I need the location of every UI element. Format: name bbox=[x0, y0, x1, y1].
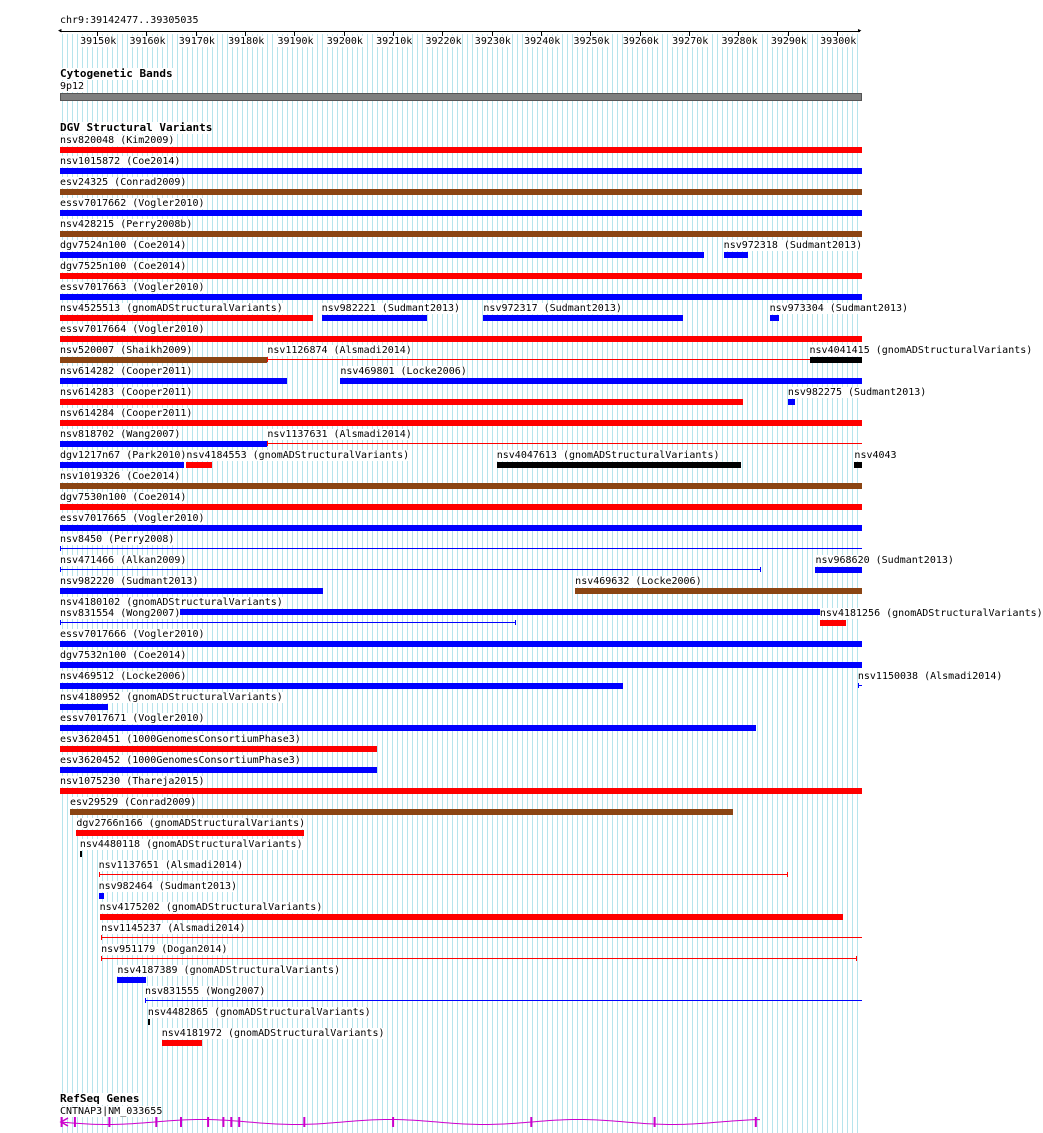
grid-line bbox=[812, 34, 813, 1133]
ruler-tick-label: 39300k bbox=[820, 36, 857, 47]
variant-label[interactable]: nsv972318 (Sudmant2013) bbox=[723, 240, 863, 251]
variant-label[interactable]: nsv614282 (Cooper2011) bbox=[60, 366, 193, 377]
variant-label[interactable]: nsv4480118 (gnomADStructuralVariants) bbox=[79, 838, 303, 850]
grid-line bbox=[387, 34, 388, 1133]
grid-line bbox=[422, 34, 423, 1133]
grid-line bbox=[467, 34, 468, 1133]
grid-line bbox=[547, 34, 548, 1133]
grid-line bbox=[802, 34, 803, 1133]
grid-line bbox=[567, 34, 568, 1133]
ruler-right-arrow-icon: ▸ bbox=[857, 26, 863, 36]
variant-bar[interactable] bbox=[60, 725, 756, 731]
variant-label[interactable]: nsv1015872 (Coe2014) bbox=[60, 156, 181, 167]
grid-line bbox=[507, 34, 508, 1133]
gene-exon bbox=[238, 1117, 240, 1127]
variant-bar[interactable] bbox=[186, 462, 211, 468]
grid-line bbox=[537, 34, 538, 1133]
grid-line bbox=[427, 34, 428, 1133]
variant-bar[interactable] bbox=[483, 315, 683, 321]
grid-line bbox=[372, 34, 373, 1133]
grid-line bbox=[472, 34, 473, 1133]
variant-label[interactable]: nsv614283 (Cooper2011) bbox=[60, 387, 193, 398]
variant-end-cap bbox=[787, 872, 788, 877]
grid-line bbox=[377, 34, 378, 1133]
variant-label[interactable]: nsv4047613 (gnomADStructuralVariants) bbox=[496, 450, 720, 461]
grid-line bbox=[497, 34, 498, 1133]
refseq-track-title[interactable]: RefSeq Genes bbox=[60, 1092, 140, 1105]
grid-line bbox=[782, 34, 783, 1133]
grid-line bbox=[837, 34, 838, 1133]
variant-label[interactable]: nsv982221 (Sudmant2013) bbox=[321, 303, 461, 314]
ruler-left-arrow-icon: ◂ bbox=[57, 26, 63, 36]
cytobands-track-title[interactable]: Cytogenetic Bands bbox=[60, 67, 173, 80]
variant-line[interactable] bbox=[145, 1000, 862, 1001]
ruler-tick-label: 39250k bbox=[573, 36, 610, 47]
variant-bar[interactable] bbox=[820, 620, 846, 626]
variant-bar[interactable] bbox=[162, 1040, 202, 1046]
variant-bar[interactable] bbox=[724, 252, 749, 258]
variant-bar[interactable] bbox=[788, 399, 795, 405]
grid-line bbox=[722, 34, 723, 1133]
variant-label[interactable]: dgv2766n166 (gnomADStructuralVariants) bbox=[76, 817, 306, 829]
variant-bar[interactable] bbox=[148, 1019, 150, 1025]
variant-bar[interactable] bbox=[60, 441, 267, 447]
grid-line bbox=[442, 34, 443, 1133]
variant-end-cap bbox=[145, 998, 146, 1003]
variant-bar[interactable] bbox=[60, 704, 108, 710]
cytoband-label: 9p12 bbox=[60, 81, 85, 92]
grid-line bbox=[787, 34, 788, 1133]
grid-line bbox=[477, 34, 478, 1133]
variant-label[interactable]: nsv972317 (Sudmant2013) bbox=[483, 303, 622, 314]
variant-end-cap bbox=[60, 567, 61, 572]
grid-line bbox=[832, 34, 833, 1133]
grid-line bbox=[557, 34, 558, 1133]
grid-line bbox=[342, 34, 343, 1133]
variant-label[interactable]: esv24325 (Conrad2009) bbox=[60, 177, 187, 188]
grid-line bbox=[842, 34, 843, 1133]
variant-bar[interactable] bbox=[575, 588, 862, 594]
grid-line bbox=[527, 34, 528, 1133]
variant-label[interactable]: nsv4180102 (gnomADStructuralVariants) bbox=[60, 597, 283, 608]
variant-bar[interactable] bbox=[60, 336, 862, 342]
variant-label[interactable]: nsv1075230 (Thareja2015) bbox=[60, 775, 205, 787]
gene-exon bbox=[222, 1117, 224, 1127]
variant-bar[interactable] bbox=[60, 273, 862, 279]
variant-label[interactable]: nsv4525513 (gnomADStructuralVariants) bbox=[60, 303, 283, 314]
grid-line bbox=[757, 34, 758, 1133]
variant-label[interactable]: dgv7525n100 (Coe2014) bbox=[60, 261, 187, 272]
variant-bar[interactable] bbox=[322, 315, 427, 321]
grid-line bbox=[407, 34, 408, 1133]
ruler-tick-label: 39230k bbox=[474, 36, 511, 47]
ruler-tick-label: 39260k bbox=[622, 36, 659, 47]
variant-label[interactable]: nsv471466 (Alkan2009) bbox=[60, 555, 187, 566]
grid-line bbox=[492, 34, 493, 1133]
variant-end-cap bbox=[760, 567, 761, 572]
variant-bar[interactable] bbox=[70, 809, 733, 815]
variant-label[interactable]: nsv4184553 (gnomADStructuralVariants) bbox=[186, 450, 410, 461]
variant-label[interactable]: nsv982464 (Sudmant2013) bbox=[98, 880, 238, 892]
gene-exon bbox=[108, 1117, 110, 1127]
variant-label[interactable]: nsv818702 (Wang2007) bbox=[60, 429, 181, 440]
grid-line bbox=[417, 34, 418, 1133]
variant-label[interactable]: nsv4181256 (gnomADStructuralVariants) bbox=[819, 607, 1043, 619]
variant-label[interactable]: nsv968620 (Sudmant2013) bbox=[815, 555, 954, 566]
variant-bar[interactable] bbox=[60, 378, 287, 384]
grid-line bbox=[807, 34, 808, 1133]
variant-line[interactable] bbox=[60, 548, 862, 549]
variant-label[interactable]: dgv1217n67 (Park2010) bbox=[60, 450, 187, 461]
variant-label[interactable]: nsv469512 (Locke2006) bbox=[60, 670, 187, 682]
gene-exon bbox=[207, 1117, 209, 1127]
variant-label[interactable]: nsv428215 (Perry2008b) bbox=[60, 219, 193, 230]
variant-bar[interactable] bbox=[60, 231, 862, 237]
cytoband-9p12[interactable] bbox=[60, 93, 862, 101]
grid-line bbox=[562, 34, 563, 1133]
grid-line bbox=[847, 34, 848, 1133]
gene-exon bbox=[530, 1117, 532, 1127]
grid-line bbox=[542, 34, 543, 1133]
grid-line bbox=[717, 34, 718, 1133]
grid-line bbox=[742, 34, 743, 1133]
variant-line[interactable] bbox=[101, 937, 862, 938]
grid-line bbox=[392, 34, 393, 1133]
ruler-tick-label: 39200k bbox=[326, 36, 363, 47]
variant-bar[interactable] bbox=[854, 462, 862, 468]
variant-label[interactable]: nsv469632 (Locke2006) bbox=[575, 576, 702, 587]
variant-bar[interactable] bbox=[99, 893, 104, 899]
variant-line[interactable] bbox=[267, 359, 862, 360]
variant-bar[interactable] bbox=[60, 788, 862, 794]
grid-line bbox=[367, 34, 368, 1133]
variant-line[interactable] bbox=[101, 958, 857, 959]
variant-label[interactable]: dgv7524n100 (Coe2014) bbox=[60, 240, 187, 251]
gene-exon bbox=[74, 1117, 76, 1127]
variant-bar[interactable] bbox=[60, 252, 704, 258]
grid-line bbox=[792, 34, 793, 1133]
variant-label[interactable]: nsv831554 (Wong2007) bbox=[60, 607, 181, 619]
grid-line bbox=[827, 34, 828, 1133]
variant-end-cap bbox=[515, 620, 516, 625]
variant-label[interactable]: nsv982275 (Sudmant2013) bbox=[787, 387, 927, 398]
variant-bar[interactable] bbox=[340, 378, 862, 384]
gene-exon bbox=[180, 1117, 182, 1127]
variant-bar[interactable] bbox=[80, 851, 82, 857]
variant-label[interactable]: nsv4041415 (gnomADStructuralVariants) bbox=[809, 345, 1033, 356]
variant-label[interactable]: essv7017665 (Vogler2010) bbox=[60, 513, 205, 524]
refseq-gene-model[interactable] bbox=[0, 1114, 890, 1132]
variant-label[interactable]: nsv4043 bbox=[854, 450, 897, 461]
variant-end-cap bbox=[101, 935, 102, 940]
variant-label[interactable]: nsv614284 (Cooper2011) bbox=[60, 408, 193, 419]
variant-bar[interactable] bbox=[770, 315, 780, 321]
grid-line bbox=[437, 34, 438, 1133]
variant-label[interactable]: dgv7530n100 (Coe2014) bbox=[60, 492, 187, 503]
grid-line bbox=[487, 34, 488, 1133]
grid-line bbox=[502, 34, 503, 1133]
variant-line[interactable] bbox=[99, 874, 788, 875]
grid-line bbox=[512, 34, 513, 1133]
grid-line bbox=[382, 34, 383, 1133]
variant-end-cap bbox=[267, 441, 268, 446]
grid-line bbox=[762, 34, 763, 1133]
grid-line bbox=[752, 34, 753, 1133]
variant-bar[interactable] bbox=[60, 641, 862, 647]
variant-bar[interactable] bbox=[60, 662, 862, 668]
grid-line bbox=[352, 34, 353, 1133]
ruler-tick-label: 39290k bbox=[770, 36, 807, 47]
variant-bar[interactable] bbox=[100, 914, 843, 920]
grid-line bbox=[347, 34, 348, 1133]
variant-end-cap bbox=[101, 956, 102, 961]
variant-bar[interactable] bbox=[60, 357, 267, 363]
ruler-tick-label: 39210k bbox=[376, 36, 413, 47]
variant-end-cap bbox=[60, 620, 61, 625]
variant-bar[interactable] bbox=[60, 420, 862, 426]
grid-line bbox=[572, 34, 573, 1133]
grid-line bbox=[732, 34, 733, 1133]
variant-label[interactable]: nsv8450 (Perry2008) bbox=[60, 534, 175, 545]
variant-label[interactable]: nsv520007 (Shaikh2009) bbox=[60, 345, 193, 356]
ruler-line bbox=[60, 31, 860, 32]
variant-end-cap bbox=[60, 546, 61, 551]
gene-exon bbox=[230, 1117, 232, 1127]
variant-line[interactable] bbox=[267, 443, 862, 444]
ruler-tick-label: 39180k bbox=[228, 36, 265, 47]
grid-line bbox=[452, 34, 453, 1133]
variant-label[interactable]: nsv1126874 (Alsmadi2014) bbox=[267, 345, 412, 356]
variant-bar[interactable] bbox=[810, 357, 862, 363]
grid-line bbox=[362, 34, 363, 1133]
ruler-tick-label: 39170k bbox=[178, 36, 215, 47]
variant-end-cap bbox=[858, 683, 859, 688]
variant-label[interactable]: nsv831555 (Wong2007) bbox=[144, 985, 266, 997]
variant-label[interactable]: nsv4175202 (gnomADStructuralVariants) bbox=[99, 901, 323, 913]
grid-line bbox=[522, 34, 523, 1133]
grid-line bbox=[857, 34, 858, 1133]
variant-end-cap bbox=[267, 357, 268, 362]
variant-bar[interactable] bbox=[60, 504, 862, 510]
grid-line bbox=[482, 34, 483, 1133]
variant-line[interactable] bbox=[60, 622, 516, 623]
variant-bar[interactable] bbox=[497, 462, 741, 468]
variant-bar[interactable] bbox=[60, 462, 184, 468]
variant-label[interactable]: essv7017666 (Vogler2010) bbox=[60, 628, 205, 640]
gene-exon bbox=[654, 1117, 656, 1127]
variant-bar[interactable] bbox=[60, 294, 862, 300]
variant-bar[interactable] bbox=[815, 567, 862, 573]
variant-label[interactable]: nsv1150038 (Alsmadi2014) bbox=[857, 670, 1003, 682]
grid-line bbox=[702, 34, 703, 1133]
variant-label[interactable]: nsv1145237 (Alsmadi2014) bbox=[101, 922, 246, 934]
grid-line bbox=[447, 34, 448, 1133]
variant-bar[interactable] bbox=[117, 977, 146, 983]
grid-line bbox=[727, 34, 728, 1133]
variant-line[interactable] bbox=[60, 569, 761, 570]
grid-line bbox=[797, 34, 798, 1133]
grid-line bbox=[397, 34, 398, 1133]
variant-bar[interactable] bbox=[60, 525, 862, 531]
variant-label[interactable]: esv3620452 (1000GenomesConsortiumPhase3) bbox=[60, 754, 301, 766]
ruler-range: chr9:39142477..39305035 bbox=[60, 15, 199, 26]
variant-end-cap bbox=[856, 956, 857, 961]
variant-bar[interactable] bbox=[60, 189, 862, 195]
variant-label[interactable]: nsv1137631 (Alsmadi2014) bbox=[267, 429, 412, 440]
variant-label[interactable]: essv7017664 (Vogler2010) bbox=[60, 324, 205, 335]
variant-label[interactable]: esv29529 (Conrad2009) bbox=[69, 796, 197, 808]
variant-label[interactable]: esv3620451 (1000GenomesConsortiumPhase3) bbox=[60, 733, 301, 745]
grid-line bbox=[852, 34, 853, 1133]
variant-label[interactable]: nsv4482865 (gnomADStructuralVariants) bbox=[147, 1006, 371, 1018]
variant-label[interactable]: dgv7532n100 (Coe2014) bbox=[60, 649, 187, 661]
variant-bar[interactable] bbox=[60, 210, 862, 216]
ruler-tick-label: 39270k bbox=[672, 36, 709, 47]
variant-label[interactable]: essv7017662 (Vogler2010) bbox=[60, 198, 205, 209]
variant-end-cap bbox=[99, 872, 100, 877]
variant-bar[interactable] bbox=[60, 683, 623, 689]
grid-line bbox=[817, 34, 818, 1133]
ruler-tick-label: 39220k bbox=[425, 36, 462, 47]
variant-bar[interactable] bbox=[60, 168, 862, 174]
grid-line bbox=[357, 34, 358, 1133]
variant-bar[interactable] bbox=[76, 830, 304, 836]
variant-bar[interactable] bbox=[60, 746, 377, 752]
ruler-tick-label: 39150k bbox=[80, 36, 117, 47]
grid-line bbox=[402, 34, 403, 1133]
variant-bar[interactable] bbox=[60, 767, 377, 773]
ruler-tick-label: 39280k bbox=[721, 36, 758, 47]
variant-bar[interactable] bbox=[60, 399, 743, 405]
variant-label[interactable]: essv7017663 (Vogler2010) bbox=[60, 282, 205, 293]
gene-exon bbox=[303, 1117, 305, 1127]
grid-line bbox=[532, 34, 533, 1133]
variant-label[interactable]: nsv1019326 (Coe2014) bbox=[60, 471, 181, 482]
grid-line bbox=[767, 34, 768, 1133]
grid-line bbox=[777, 34, 778, 1133]
gene-exon bbox=[392, 1117, 394, 1127]
variant-label[interactable]: nsv982220 (Sudmant2013) bbox=[60, 576, 199, 587]
ruler-tick-label: 39160k bbox=[129, 36, 166, 47]
grid-line bbox=[517, 34, 518, 1133]
variant-label[interactable]: nsv951179 (Dogan2014) bbox=[101, 943, 228, 955]
refseq-gene-label: CNTNAP3|NM_033655 bbox=[60, 1106, 163, 1117]
variant-label[interactable]: nsv973304 (Sudmant2013) bbox=[769, 303, 909, 314]
grid-line bbox=[457, 34, 458, 1133]
variant-bar[interactable] bbox=[60, 588, 323, 594]
variant-bar[interactable] bbox=[60, 147, 862, 153]
grid-line bbox=[462, 34, 463, 1133]
ruler-tick-label: 39240k bbox=[524, 36, 561, 47]
variant-label[interactable]: nsv469801 (Locke2006) bbox=[340, 366, 467, 377]
variant-label[interactable]: nsv4181972 (gnomADStructuralVariants) bbox=[161, 1027, 385, 1039]
grid-line bbox=[432, 34, 433, 1133]
grid-line bbox=[822, 34, 823, 1133]
grid-line bbox=[737, 34, 738, 1133]
variant-label[interactable]: nsv4180952 (gnomADStructuralVariants) bbox=[60, 691, 283, 703]
grid-line bbox=[712, 34, 713, 1133]
variant-label[interactable]: nsv820048 (Kim2009) bbox=[60, 135, 175, 146]
variant-bar[interactable] bbox=[60, 315, 313, 321]
gene-exon bbox=[155, 1117, 157, 1127]
grid-line bbox=[412, 34, 413, 1133]
variant-bar[interactable] bbox=[60, 483, 862, 489]
gene-exon bbox=[755, 1117, 757, 1127]
variant-label[interactable]: nsv1137651 (Alsmadi2014) bbox=[98, 859, 244, 871]
variant-label[interactable]: nsv4187389 (gnomADStructuralVariants) bbox=[117, 964, 341, 976]
dgv-track-title[interactable]: DGV Structural Variants bbox=[60, 121, 213, 134]
grid-line bbox=[772, 34, 773, 1133]
ruler-tick-label: 39190k bbox=[277, 36, 314, 47]
grid-line bbox=[707, 34, 708, 1133]
grid-line bbox=[552, 34, 553, 1133]
grid-line bbox=[747, 34, 748, 1133]
variant-label[interactable]: essv7017671 (Vogler2010) bbox=[60, 712, 205, 724]
